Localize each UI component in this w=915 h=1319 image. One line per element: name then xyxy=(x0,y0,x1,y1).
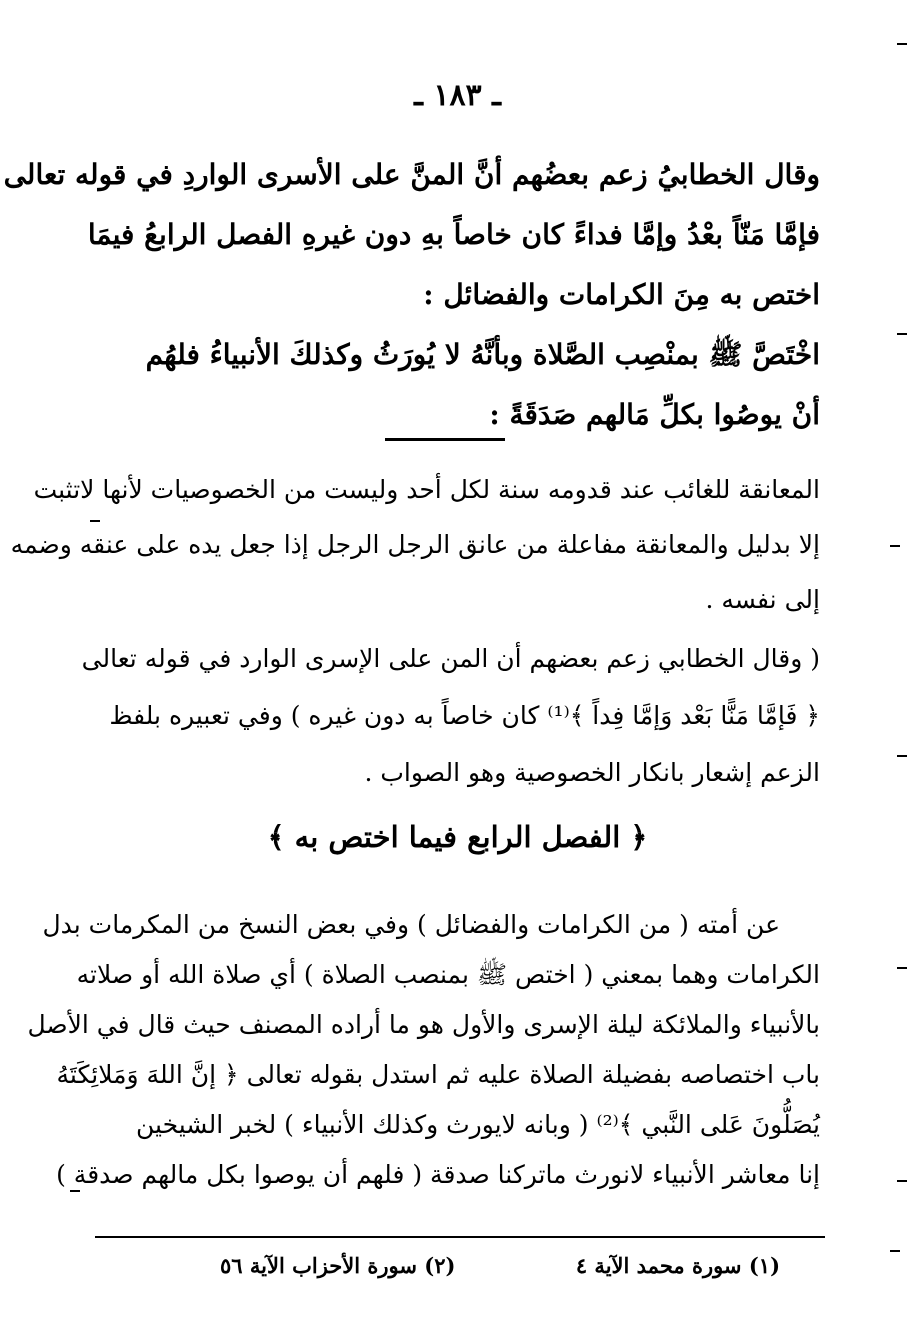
commentary-line: يُصَلُّونَ عَلى النَّبي ﴾⁽²⁾ ( وبانه لايورث وكذلك الأنبياء ) لخبر الشيخين xyxy=(136,1110,820,1139)
section-divider xyxy=(385,438,505,441)
commentary-line: الزعم إشعار بانكار الخصوصية وهو الصواب . xyxy=(364,758,820,787)
commentary-line: الكرامات وهما بمعني ( اختص ﷺ بمنصب الصلاة ) أي صلاة الله أو صلاته xyxy=(76,960,820,989)
matn-line: أنْ يوصُوا بكلِّ مَالهم صَدَقَةً : xyxy=(489,398,820,431)
matn-line: فإمَّا مَنّاً بعْدُ وإمَّا فداءً كان خاصاً بهِ دون غيرهِ الفصل الرابعُ فيمَا xyxy=(87,218,820,251)
footnotes xyxy=(220,1253,780,1278)
margin-mark xyxy=(897,1180,907,1182)
footnote-rule xyxy=(95,1236,825,1238)
margin-mark xyxy=(897,755,907,757)
commentary-line: باب اختصاصه بفضيلة الصلاة عليه ثم استدل بقوله تعالى ﴿ إنَّ اللهَ وَمَلائِكَتَهُ xyxy=(56,1060,820,1089)
matn-line: اختص به مِنَ الكرامات والفضائل : xyxy=(423,278,820,311)
commentary-paragraph-1 xyxy=(10,462,820,627)
margin-mark xyxy=(90,520,100,522)
commentary-paragraph-3 xyxy=(27,900,820,1200)
commentary-paragraph-2 xyxy=(81,630,820,801)
margin-mark xyxy=(897,43,907,45)
commentary-line: بالأنبياء والملائكة ليلة الإسرى والأول هو ما أراده المصنف حيث قال في الأصل xyxy=(27,1010,820,1039)
matn-line: اخْتَصَّ ﷺ بمنْصِب الصَّلاة وبأنَّهُ لا يُورَثُ وكذلكَ الأنبياءُ فلهُم xyxy=(145,338,820,371)
commentary-line: إنا معاشر الأنبياء لانورث ماتركنا صدقة ( فلهم أن يوصوا بكل مالهم صدقة ) xyxy=(56,1160,820,1189)
margin-mark xyxy=(890,545,900,547)
margin-mark xyxy=(70,1190,80,1192)
margin-mark xyxy=(890,1250,900,1252)
page-number: ـ ١٨٣ ـ xyxy=(414,78,501,113)
commentary-line: إلا بدليل والمعانقة مفاعلة من عانق الرجل الرجل إذا جعل يده على عنقه وضمه xyxy=(10,530,820,559)
commentary-line: المعانقة للغائب عند قدومه سنة لكل أحد وليست من الخصوصيات لأنها لاتثبت xyxy=(33,475,820,504)
commentary-line: ﴿ فَإمَّا مَنًّا بَعْد وَإمَّا فِداً ﴾⁽¹⁾ كان خاصاً به دون غيره ) وفي تعبيره بلفظ xyxy=(109,701,820,730)
commentary-line: عن أمته ( من الكرامات والفضائل ) وفي بعض النسخ من المكرمات بدل xyxy=(42,910,780,939)
matn-line: وقال الخطابيُ زعم بعضُهم أنَّ المنَّ على الأسرى الواردِ في قوله تعالى xyxy=(3,158,820,191)
commentary-line: ( وقال الخطابي زعم بعضهم أن المن على الإسرى الوارد في قوله تعالى xyxy=(81,644,820,673)
margin-mark xyxy=(897,333,907,335)
chapter-heading: ﴿ الفصل الرابع فيما اختص به ﴾ xyxy=(267,820,648,854)
footnote-2: (٢) سورة الأحزاب الآية ٥٦ xyxy=(220,1253,456,1278)
commentary-line: إلى نفسه . xyxy=(705,585,820,614)
matn-text xyxy=(3,145,820,445)
footnote-1: (١) سورة محمد الآية ٤ xyxy=(575,1253,780,1278)
margin-mark xyxy=(897,967,907,969)
